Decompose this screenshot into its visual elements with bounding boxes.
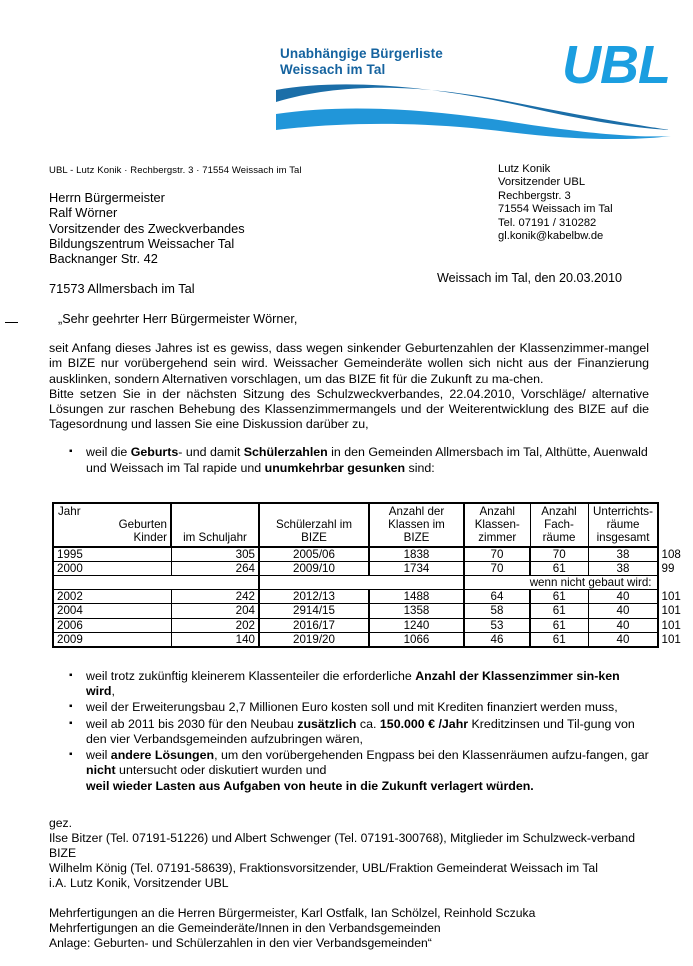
header-schuljahr (171, 503, 259, 547)
header-schuljahr-label: im Schuljahr (183, 531, 247, 545)
table-row: 1995 305 2005/06 1838 70 70 38 108 (53, 547, 658, 562)
arg1-text-b: , (111, 684, 115, 699)
header-fachraeume (530, 503, 588, 547)
header-schuelerzahl (259, 503, 369, 547)
distribution-block (49, 906, 659, 951)
salutation: „Sehr geehrter Herr Bürgermeister Wörner, (58, 312, 298, 326)
arg4-text-a: weil (86, 748, 111, 763)
date-line: Weissach im Tal, den 20.03.2010 (437, 271, 623, 285)
wave-graphic-icon (272, 80, 672, 144)
header-klassenzimmer-l3: zimmer (478, 531, 517, 545)
table-row: 2006 202 2016/17 1240 53 61 40 101 (53, 618, 658, 632)
bullet-text-c: in den Gemeinden Allmersbach im Tal, Althütte, Auenwald und Weissach im Tal rapide und (86, 445, 648, 475)
table-body (53, 547, 681, 647)
arg4-text-c: untersucht oder diskutiert wurden und (115, 763, 327, 778)
header-geburten-label: Geburten (118, 518, 167, 532)
bullet-list-arguments (49, 669, 649, 778)
arguments-list-section (49, 669, 649, 795)
table-row: 2002 242 2012/13 1488 64 61 40 101 (53, 590, 658, 604)
sender-street: Rechbergstr. 3 (498, 189, 571, 202)
header-unterrichtsraeume-l3: insgesamt (596, 531, 650, 545)
arg4-bold-b: nicht (86, 763, 116, 778)
header-klassenzimmer-l2: Klassen- (474, 518, 520, 532)
table-row: 2000 264 2009/10 1734 70 61 38 99 (53, 561, 658, 575)
cell-geburten: 305 (171, 547, 259, 562)
cell-klassenzimmer: 61 (530, 632, 588, 647)
bullet-text-d: sind: (405, 460, 435, 475)
cell-geburten: 140 (171, 632, 259, 647)
letterhead-logo (272, 36, 672, 144)
cell-schuelerzahl: 1240 (369, 618, 464, 632)
signatory-line-2: Wilhelm König (Tel. 07191-58639), Fraktionsvorsitzender, UBL/Fraktion Gemeinderat Weissach im Tal (49, 861, 598, 875)
sender-name: Lutz Konik (498, 163, 551, 175)
recipient-line-1: Herrn Bürgermeister (49, 190, 165, 205)
arg3-text-b: ca. (356, 716, 380, 731)
statistics-table (52, 502, 681, 648)
cell-schuelerzahl: 1066 (369, 632, 464, 647)
list-item (49, 445, 649, 475)
header-klassen-l2: Klassen im (388, 518, 445, 532)
cc-line-2: Mehrfertigungen an die Gemeinderäte/Innen in den Verbandsgemeinden (49, 921, 441, 935)
arg4-text-b: , um den vorübergehenden Engpass bei den Klassenräumen aufzu-fangen, gar (214, 748, 649, 763)
recipient-line-2: Ralf Wörner (49, 205, 118, 221)
list-item (49, 669, 649, 699)
header-klassen-l3: BIZE (403, 531, 430, 545)
header-jahr-geburten (53, 503, 171, 547)
closing-block (49, 816, 659, 951)
recipient-line-4: Bildungszentrum Weissacher Tal (49, 235, 235, 251)
arg3-bold-b: 150.000 € /Jahr (379, 716, 469, 731)
statistics-table-wrapper (52, 502, 681, 648)
table-header-row (53, 503, 658, 547)
arg3-text-c: Kreditzinsen und Til-gung von den vier Verbandsgemeinden aufzubringen wären, (86, 716, 635, 746)
arg3-bold-a: zusätzlich (297, 716, 357, 731)
cell-schuelerzahl: 1488 (369, 590, 464, 604)
header-klassenzimmer (464, 503, 530, 547)
arg1-bold: Anzahl der Klassenzimmer sin-ken wird (86, 669, 620, 699)
header-kinder-label: Kinder (133, 531, 167, 545)
sender-phone: Tel. 07191 / 310282 (498, 216, 597, 229)
list-item (49, 717, 649, 747)
bullet-text-b: - und damit (178, 445, 244, 460)
cell-schuljahr: 2012/13 (259, 590, 369, 604)
cell-schuljahr: 2005/06 (259, 547, 369, 562)
cell-klassenzimmer: 61 (530, 604, 588, 618)
cell-geburten: 202 (171, 618, 259, 632)
recipient-address-block (49, 190, 245, 297)
letter-body (49, 312, 649, 477)
recipient-city: 71573 Allmersbach im Tal (49, 281, 195, 297)
note-blank-mid (259, 576, 464, 590)
cell-klassen: 64 (464, 590, 530, 604)
cell-geburten: 242 (171, 590, 259, 604)
header-klassen-l1: Anzahl der (388, 505, 445, 518)
bullet-list-intro (49, 445, 649, 475)
ubl-wordmark: UBL (562, 35, 670, 95)
cell-schuelerzahl: 1358 (369, 604, 464, 618)
final-bold-statement: weil wieder Lasten aus Aufgaben von heute in die Zukunft verlagert würden. (86, 779, 534, 794)
sender-role: Vorsitzender UBL (498, 176, 586, 189)
table-note-row (53, 576, 658, 590)
sender-contact-block (498, 163, 613, 243)
bullet-bold-c: unumkehrbar gesunken (264, 460, 406, 475)
cell-schuelerzahl: 1734 (369, 561, 464, 575)
signature-gez: gez. (49, 816, 73, 830)
list-item (49, 700, 649, 715)
bullet-bold-b: Schülerzahlen (243, 445, 328, 460)
paragraph-1: seit Anfang dieses Jahres ist es gewiss, dass wegen sinkender Geburtenzahlen der Klassenzimmer-mangel im BIZE nur vorübergehend sein wird. Weissacher Gemeinderäte wollen sich nicht aus der Finanzierung ausklinken, sondern Alternativen vorschlagen, um das BIZE fit für die Zukunft zu ma-chen. (49, 341, 649, 386)
cell-jahr: 2006 (53, 618, 171, 632)
list-item (49, 748, 649, 778)
arg3-text-a: weil ab 2011 bis 2030 für den Neubau (86, 716, 298, 731)
bullet-bold-a: Geburts (130, 445, 179, 460)
bullet-text-a: weil die (86, 445, 131, 460)
cell-jahr: 2004 (53, 604, 171, 618)
cell-klassen: 58 (464, 604, 530, 618)
cell-fachraeume: 40 (588, 618, 658, 632)
cell-klassen: 70 (464, 561, 530, 575)
header-fachraeume-l2: Fach- (544, 518, 574, 532)
sender-city: 71554 Weissach im Tal (498, 203, 613, 216)
header-fachraeume-l3: räume (542, 531, 576, 545)
arg2-text: weil der Erweiterungsbau 2,7 Millionen Euro kosten soll und mit Krediten finanziert werden muss, (86, 700, 618, 715)
return-address-line: UBL - Lutz Konik · Rechbergstr. 3 · 71554 Weissach im Tal (49, 165, 302, 176)
cell-schuljahr: 2016/17 (259, 618, 369, 632)
signatory-line-1: Ilse Bitzer (Tel. 07191-51226) und Albert Schwenger (Tel. 07191-300768), Mitglieder im Schulzweck-verband BIZE (49, 831, 635, 860)
cell-klassenzimmer: 61 (530, 618, 588, 632)
cell-fachraeume: 38 (588, 561, 658, 575)
cell-klassen: 46 (464, 632, 530, 647)
organization-name-line2: Weissach im Tal (280, 62, 386, 77)
arg4-bold-a: andere Lösungen (110, 748, 215, 763)
cell-schuljahr: 2009/10 (259, 561, 369, 575)
cell-jahr: 2002 (53, 590, 171, 604)
arg1-text-a: weil trotz zukünftig kleinerem Klassenteiler die erforderliche (86, 669, 416, 683)
paragraph-2: Bitte setzen Sie in der nächsten Sitzung des Schulzweckverbandes, 22.04.2010, Vorschläge/ alternative Lösungen zur raschen Behebung des Klassenzimmermangels und der Weiterentwicklung des BIZE auf die Tagesordnung und lassen Sie eine Diskussion darüber zu, (49, 386, 649, 432)
address-spacer (49, 266, 245, 281)
cell-fachraeume: 40 (588, 590, 658, 604)
cell-schuelerzahl: 1838 (369, 547, 464, 562)
sender-email: gl.konik@kabelbw.de (498, 230, 604, 243)
margin-fold-mark (5, 322, 18, 323)
cell-geburten: 264 (171, 561, 259, 575)
header-fachraeume-l1: Anzahl (541, 505, 577, 518)
table-row: 2004 204 2914/15 1358 58 61 40 101 (53, 604, 658, 618)
cell-klassen: 70 (464, 547, 530, 562)
header-jahr-label: Jahr (58, 505, 81, 518)
signatory-line-3: i.A. Lutz Konik, Vorsitzender UBL (49, 876, 229, 890)
recipient-line-3: Vorsitzender des Zweckverbandes (49, 220, 245, 236)
header-unterrichtsraeume (588, 503, 658, 547)
cell-fachraeume: 40 (588, 632, 658, 647)
header-schuelerzahl-l2: BIZE (301, 531, 327, 545)
cell-fachraeume: 38 (588, 547, 658, 562)
organization-name-line1: Unabhängige Bürgerliste (280, 46, 443, 61)
cell-schuljahr: 2019/20 (259, 632, 369, 647)
cell-klassen: 53 (464, 618, 530, 632)
cell-klassenzimmer: 61 (530, 590, 588, 604)
note-text: wenn nicht gebaut wird: (464, 576, 658, 590)
recipient-line-5: Backnanger Str. 42 (49, 251, 158, 267)
cell-geburten: 204 (171, 604, 259, 618)
cc-line-1: Mehrfertigungen an die Herren Bürgermeister, Karl Ostfalk, Ian Schölzel, Reinhold Sczuka (49, 906, 536, 920)
cell-klassenzimmer: 70 (530, 547, 588, 562)
organization-name (280, 46, 443, 78)
cell-jahr: 2000 (53, 561, 171, 575)
header-klassenzimmer-l1: Anzahl (479, 505, 515, 518)
cell-schuljahr: 2914/15 (259, 604, 369, 618)
cell-jahr: 1995 (53, 547, 171, 562)
cell-klassenzimmer: 61 (530, 561, 588, 575)
note-blank-left (53, 576, 259, 590)
header-unterrichtsraeume-l2: räume (606, 518, 640, 532)
cc-line-3: Anlage: Geburten- und Schülerzahlen in den vier Verbandsgemeinden“ (49, 936, 432, 950)
header-schuelerzahl-l1: Schülerzahl im (275, 518, 353, 532)
table-row: 2009 140 2019/20 1066 46 61 40 101 (53, 632, 658, 647)
cell-jahr: 2009 (53, 632, 171, 647)
header-anzahl-klassen (369, 503, 464, 547)
cell-fachraeume: 40 (588, 604, 658, 618)
header-unterrichtsraeume-l1: Unterrichts- (593, 505, 653, 518)
